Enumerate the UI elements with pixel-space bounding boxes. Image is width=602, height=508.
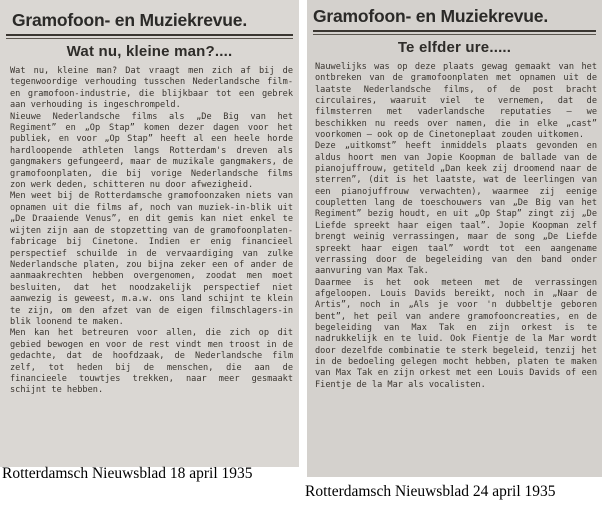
caption-right: Rotterdamsch Nieuwsblad 24 april 1935 bbox=[305, 483, 556, 500]
caption-left: Rotterdamsch Nieuwsblad 18 april 1935 bbox=[2, 465, 253, 482]
masthead-rule bbox=[6, 34, 293, 36]
masthead-rule-thin bbox=[313, 34, 596, 35]
newspaper-clipping-april-18 bbox=[0, 0, 299, 467]
masthead-rule-thin bbox=[6, 38, 293, 39]
newspaper-clipping-april-24 bbox=[307, 0, 602, 477]
article-body: Wat nu, kleine man? Dat vraagt men zich af bij de tegenwoordige verhouding tusschen Nederlandsche film- en gramofoon-industrie, die blijkbaar tot een gebrek aan verhouding is ingeschrompeld. Nieuwe Nederlandsche films als „De Big van het Regiment” en „Op Stap” komen dezer dagen voor het publiek, en voor „Op Stap” heeft al een heele horde hardloopende athleten langs Rotterdam's dreven als gangmakers gefungeerd, maar de muzikale gangmakers, de gramofoonplaten, die bij vorige Nederlandsche films zon werk deden, schitteren nu door afwezigheid. Men weet bij de Rotterdamsche gramofoonzaken niets van opnamen uit die films af, noch van muziek-in-blik uit „De Draaiende Venus”, en dit gemis kan niet enkel te wijten zijn aan de stopzetting van de gramofoonplaten-fabricage bij Cinetone. Indien er enig financieel perspectief schuilde in de vervaardiging van zulke Nederlandsche platen, zou bijna zeker een of ander de aanmaakrechten hebben overgenomen, zoodat men moet besluiten, dat het noodzakelijk perspectief niet aanwezig is geweest, m.a.w. ons land schijnt te klein te zijn, om den afzet van de eigen filmschlagers-in blik loonend te maken. Men kan het betreuren voor allen, die zich op dit gebied bewogen en voor de rest vindt men troost in de gedachte, dat de hoofdzaak, de Nederlandsche film zelf, tot heden bij de menschen, die aan de financieele touwtjes trekken, naar meer gesmaakt schijnt te hebben. bbox=[10, 66, 293, 396]
article-headline: Te elfder ure..... bbox=[397, 39, 512, 56]
column-masthead: Gramofoon- en Muziekrevue. bbox=[12, 10, 247, 30]
masthead-rule bbox=[313, 30, 596, 32]
column-masthead: Gramofoon- en Muziekrevue. bbox=[313, 6, 548, 26]
article-body: Nauwelijks was op deze plaats gewag gemaakt van het ontbreken van de gramofoonplaten met opnamen uit de laatste Nederlandsche films, of de post bracht circulaires, waaruit viel te vernemen, dat de filmsterren met vaderlandsche reputaties — we beschikken nu reeds over namen, die in elke „cast” voorkomen — ook op de Cinetoneplaat zouden uitkomen. Deze „uitkomst” heeft inmiddels plaats gevonden en aldus hoort men van Jopie Koopman de ballade van de pianojuffrouw, getiteld „Dan keek zij droomend naar de sterren”, (dit is het laatste, wat de leerlingen van een pianojuffrouw verwachten), waarmee zij eenige coupletten lang de toeschouwers van „De Big van het Regiment” bezig houdt, en uit „Op Stap” zingt zij „De Liefde spreekt haar eigen taal”. Jopie Koopman zelf brengt weinig verrassingen, maar de song „De Liefde spreekt haar eigen taal” wordt tot een aangename verrassing door de begeleiding van den band onder aanvuring van Max Tak. Daarmee is het ook meteen met de verrassingen afgeloopen. Louis Davids bereikt, noch in „Naar de Artis”, noch in „Als je voor 'n dubbeltje geboren bent”, het peil van andere gramofooncreaties, en de begeleiding van Max Tak en zijn orkest is te nadrukkelijk en te luid. Ook Fientje de la Mar wordt door dezelfde combinatie te sterk begeleid, tenzij het in de bedoeling gelegen mocht hebben, platen te maken van Max Tak en zijn orkest met een Louis Davids of een Fientje de la Mar als vocalisten. bbox=[315, 62, 597, 390]
article-headline: Wat nu, kleine man?.... bbox=[66, 43, 233, 60]
